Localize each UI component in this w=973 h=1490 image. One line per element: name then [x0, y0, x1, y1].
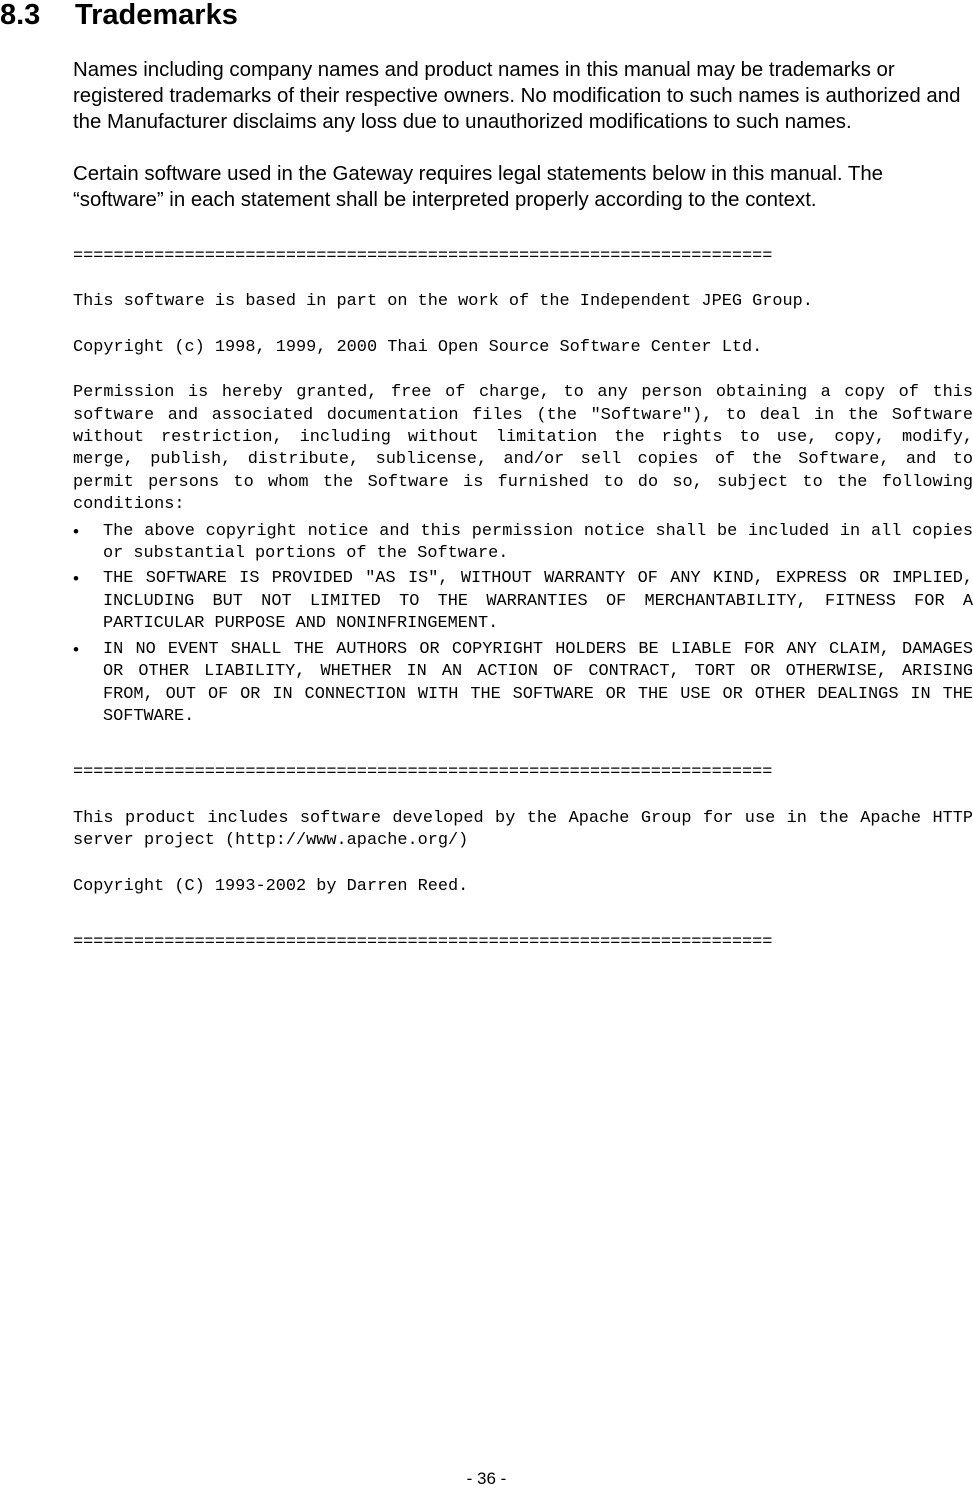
- bullet-icon: •: [73, 639, 79, 659]
- separator-line: =====================================================================: [73, 763, 773, 783]
- trademark-notice-paragraph: Names including company names and product names in this manual may be trademarks or registered trademarks of their respective owners. No modification to such names is authorized and the Manufacturer disclaims any loss due to unauthorized modifications to such names.: [73, 59, 961, 133]
- license-condition-text: IN NO EVENT SHALL THE AUTHORS OR COPYRIGHT HOLDERS BE LIABLE FOR ANY CLAIM, DAMAGES OR OTHER LIABILITY, WHETHER IN AN ACTION OF CONTRACT, TORT OR OTHERWISE, ARISING FROM, OUT OF OR IN CONNECTION WITH THE SOFTWARE OR THE USE OR OTHER DEALINGS IN THE SOFTWARE.: [103, 639, 973, 726]
- license-condition-item: [73, 639, 973, 729]
- jpeg-copyright: Copyright (c) 1998, 1999, 2000 Thai Open Source Software Center Ltd.: [73, 337, 763, 357]
- license-condition-text: THE SOFTWARE IS PROVIDED "AS IS", WITHOUT WARRANTY OF ANY KIND, EXPRESS OR IMPLIED, INCLUDING BUT NOT LIMITED TO THE WARRANTIES OF MERCHANTABILITY, FITNESS FOR A PARTICULAR PURPOSE AND NONINFRINGEMENT.: [103, 569, 973, 634]
- license-condition-text: The above copyright notice and this permission notice shall be included in all copies or substantial portions of the Software.: [103, 521, 973, 564]
- bullet-icon: •: [73, 521, 79, 541]
- document-body: [73, 57, 973, 954]
- separator-line: =====================================================================: [73, 247, 773, 266]
- apache-copyright: Copyright (C) 1993-2002 by Darren Reed.: [73, 876, 469, 896]
- section-number: 8.3: [0, 0, 41, 31]
- license-condition-item: [73, 521, 973, 566]
- permission-paragraph: Permission is hereby granted, free of charge, to any person obtaining a copy of this software and associated documentation files (the "Software"), to deal in the Software without restriction, including without limitation the rights to use, copy, modify, merge, publish, distribute, sublicense, and/or sell copies of the Software, and to permit persons to whom the Software is furnished to do so, subject to the following conditions:: [73, 383, 973, 515]
- software-legal-statement-paragraph: Certain software used in the Gateway requires legal statements below in this manual. The “software” in each statement shall be interpreted properly according to the context.: [73, 163, 884, 211]
- jpeg-statement: This software is based in part on the work of the Independent JPEG Group.: [73, 292, 813, 312]
- bullet-icon: •: [73, 569, 79, 589]
- section-heading: [0, 0, 238, 30]
- apache-statement: This product includes software developed by the Apache Group for use in the Apache HTTP server project (http://www.apache.org/): [73, 808, 973, 851]
- section-title: Trademarks: [75, 0, 238, 31]
- separator-line: =====================================================================: [73, 932, 773, 952]
- page-number: - 36 -: [466, 1469, 507, 1488]
- license-condition-item: [73, 568, 973, 635]
- license-conditions-list: [73, 521, 973, 729]
